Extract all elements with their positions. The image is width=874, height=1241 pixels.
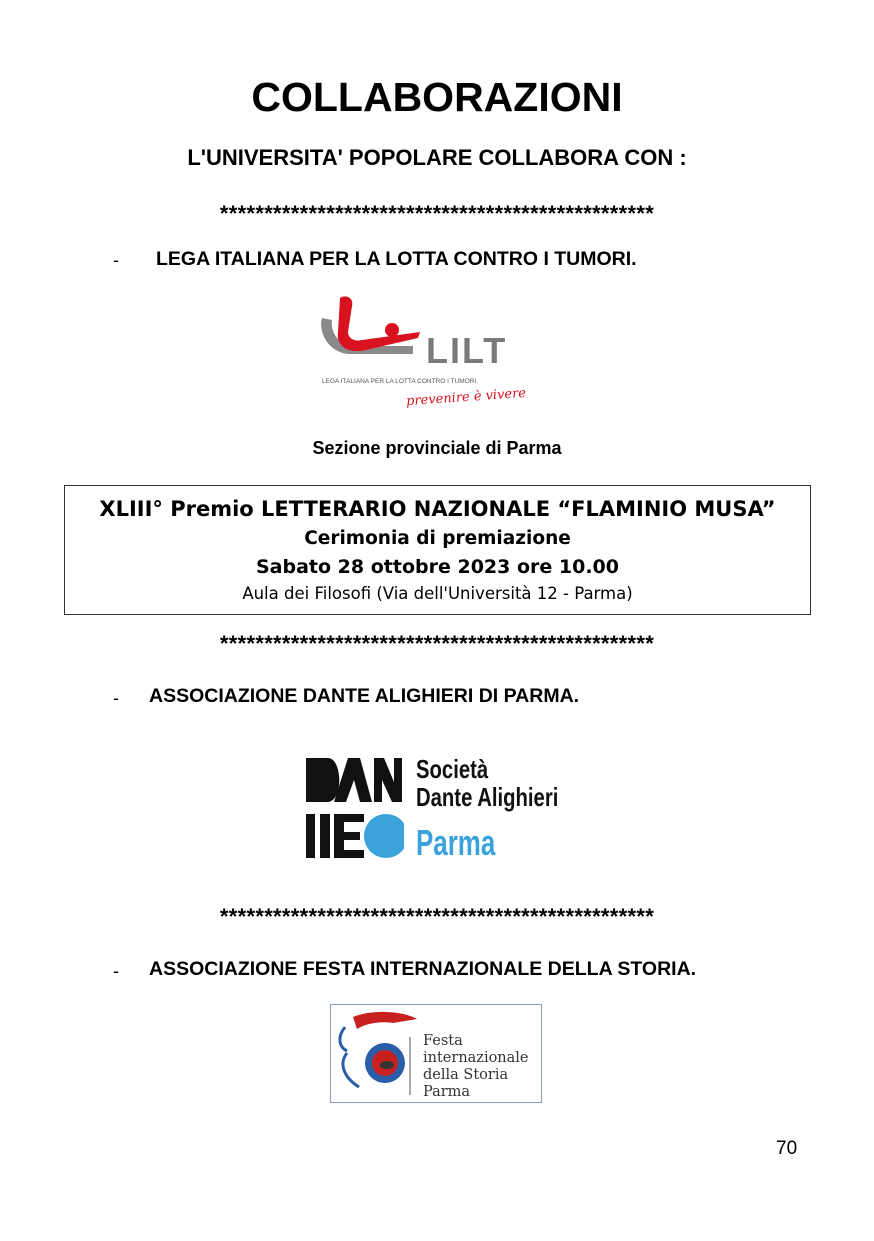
festa-logo-line1: Festa [423, 1033, 463, 1049]
event-subtitle: Cerimonia di premiazione [304, 528, 571, 549]
list-item: ASSOCIAZIONE FESTA INTERNAZIONALE DELLA STORIA. [149, 958, 697, 980]
lilt-logo-name: LILT [426, 330, 508, 371]
page-subtitle: L'UNIVERSITA' POPOLARE COLLABORA CON : [187, 145, 687, 170]
event-box [64, 485, 811, 615]
dante-logo-line2: Dante Alighieri [416, 782, 559, 812]
dante-logo [304, 752, 584, 864]
event-location: Aula dei Filosofi (Via dell'Università 12 - Parma) [242, 584, 633, 603]
festa-logo-line2: internazionale [423, 1050, 529, 1066]
page-title: COLLABORAZIONI [251, 74, 623, 120]
page-number: 70 [776, 1138, 798, 1159]
festa-logo [330, 1004, 542, 1103]
separator: ************************************************* [219, 904, 655, 929]
lilt-logo [318, 292, 558, 414]
festa-logo-line4: Parma [423, 1084, 471, 1100]
event-date: Sabato 28 ottobre 2023 ore 10.00 [256, 556, 619, 578]
dante-logo-city: Parma [416, 822, 496, 863]
event-title: XLIII° Premio LETTERARIO NAZIONALE “FLAMINIO MUSA” [99, 497, 776, 521]
section-label: Sezione provinciale di Parma [312, 438, 562, 458]
list-dash: - [113, 961, 119, 981]
list-item: ASSOCIAZIONE DANTE ALIGHIERI DI PARMA. [149, 685, 580, 707]
list-item: LEGA ITALIANA PER LA LOTTA CONTRO I TUMORI. [156, 248, 637, 270]
list-dash: - [113, 688, 119, 708]
festa-logo-mark [333, 1007, 419, 1101]
lilt-logo-fullname: LEGA ITALIANA PER LA LOTTA CONTRO I TUMORI [322, 378, 477, 385]
separator: ************************************************* [219, 631, 655, 656]
dante-logo-line1: Società [416, 754, 489, 784]
list-dash: - [113, 250, 119, 270]
separator: ************************************************* [219, 201, 655, 226]
festa-logo-line3: della Storia [423, 1067, 509, 1083]
lilt-logo-tagline: prevenire è vivere [405, 385, 527, 410]
dante-logo-mark [304, 752, 404, 864]
